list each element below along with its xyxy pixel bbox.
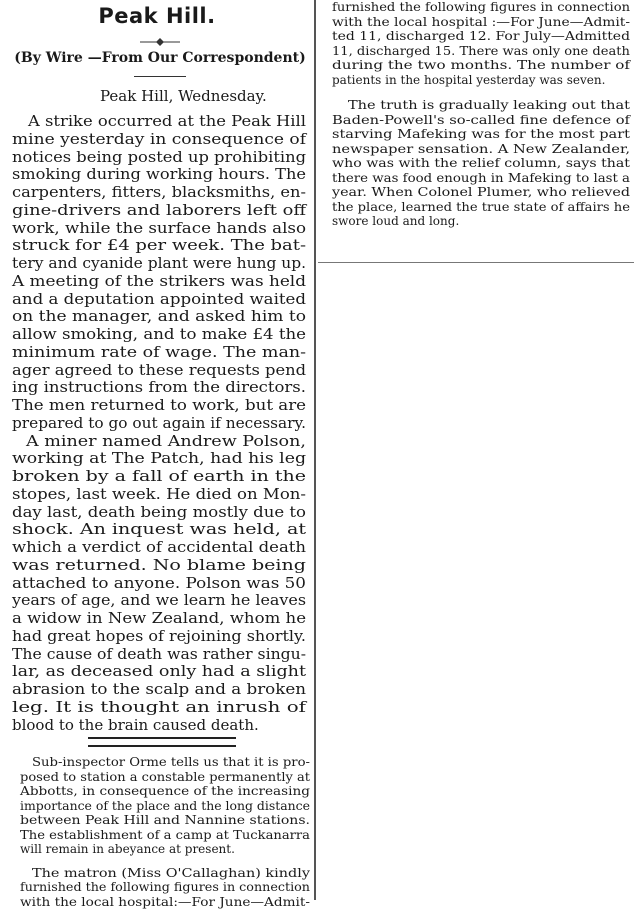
text-line: with the local hospital :—For June—Admit- <box>332 14 631 29</box>
text-line: leg. It is thought an inrush of <box>12 697 307 716</box>
text-line: importance of the place and the long distance <box>20 798 311 813</box>
text-line: carpenters, fitters, blacksmiths, en- <box>12 183 306 201</box>
text-line: on the manager, and asked him to <box>12 307 307 326</box>
text-line: year. When Colonel Plumer, who relieved <box>332 185 630 199</box>
text-line: ted 11, discharged 12. For July—Admitted <box>332 29 631 43</box>
text-line: blood to the brain caused death. <box>12 715 259 734</box>
text-line: gine-drivers and laborers left off <box>12 200 307 219</box>
text-line: starving Mafeking was for the most part <box>332 127 630 141</box>
text-line: mine yesterday in consequence of <box>12 129 307 148</box>
text-line: A miner named Andrew Polson, <box>26 431 307 450</box>
text-line: lar, as deceased only had a slight <box>12 662 306 681</box>
text-line: smoking during working hours. The <box>12 165 306 184</box>
text-line: prepared to go out again if necessary. <box>12 413 307 432</box>
text-line: during the two months. The number of <box>332 58 631 72</box>
text-line: was returned. No blame being <box>12 555 307 574</box>
article-headline: Peak Hill. <box>98 4 216 28</box>
text-line: A strike occurred at the Peak Hill <box>28 112 307 130</box>
text-line: patients in the hospital yesterday was seven. <box>332 72 606 87</box>
text-line: and a deputation appointed waited <box>12 289 307 308</box>
text-line: The matron (Miss O'Callaghan) kindly <box>32 865 311 880</box>
right-column <box>318 0 634 263</box>
text-line: work, while the surface hands also <box>12 218 307 237</box>
text-line: Abbotts, in consequence of the increasing <box>20 784 311 798</box>
text-line: minimum rate of wage. The man- <box>12 342 307 361</box>
text-line: broken by a fall of earth in the <box>12 467 306 485</box>
text-line: The men returned to work, but are <box>12 396 307 414</box>
text-line: The cause of death was rather singu- <box>12 644 306 663</box>
text-line: who was with the relief column, says that <box>332 156 630 170</box>
short-rule <box>134 76 186 77</box>
text-line: swore loud and long. <box>332 214 460 228</box>
text-line: abrasion to the scalp and a broken <box>12 680 307 698</box>
text-line: furnished the following figures in connection <box>20 880 310 894</box>
text-line: A meeting of the strikers was held <box>12 271 306 290</box>
article-byline: (By Wire —From Our Correspondent) <box>14 50 306 66</box>
text-line: struck for £4 per week. The bat- <box>12 236 307 255</box>
section-double-rule <box>88 737 236 747</box>
text-line: 11, discharged 15. There was only one death <box>332 43 630 58</box>
text-line: shock. An inquest was held, at <box>12 520 306 539</box>
text-line: had great hopes of rejoining shortly. <box>12 626 306 645</box>
text-line: tery and cyanide plant were hung up. <box>12 254 307 272</box>
text-line: between Peak Hill and Nannine stations. <box>20 813 311 827</box>
text-line: the place, learned the true state of affairs he <box>332 199 630 214</box>
ornament-divider <box>140 38 180 46</box>
text-line: Baden-Powell's so-called fine defence of <box>332 112 631 127</box>
text-line: newspaper sensation. A New Zealander, <box>332 141 631 156</box>
text-line: which a verdict of accidental death <box>12 538 307 556</box>
text-line: The establishment of a camp at Tuckanarra <box>20 827 311 842</box>
text-line: day last, death being mostly due to <box>12 502 307 521</box>
text-line: stopes, last week. He died on Mon- <box>12 484 306 503</box>
text-line: a widow in New Zealand, whom he <box>12 609 307 627</box>
text-line: there was food enough in Mafeking to last a <box>332 170 630 185</box>
text-line: ing instructions from the directors. <box>12 378 307 397</box>
text-line: posed to station a constable permanently at <box>20 769 311 784</box>
text-line: attached to anyone. Polson was 50 <box>12 573 306 592</box>
text-line: will remain in abeyance at present. <box>20 842 235 856</box>
text-line: with the local hospital:—For June—Admit- <box>20 894 310 909</box>
text-line: notices being posted up prohibiting <box>12 147 307 166</box>
text-line: Sub-inspector Orme tells us that it is pro- <box>32 755 311 769</box>
text-line: furnished the following figures in connection <box>332 0 631 14</box>
text-line: ager agreed to these requests pend <box>12 360 306 379</box>
text-line: allow smoking, and to make £4 the <box>12 325 306 343</box>
article-dateline: Peak Hill, Wednesday. <box>100 87 267 105</box>
text-line: years of age, and we learn he leaves <box>12 591 307 610</box>
left-column <box>0 0 316 909</box>
text-line: working at The Patch, had his leg <box>12 449 307 468</box>
text-line: The truth is gradually leaking out that <box>348 98 631 112</box>
